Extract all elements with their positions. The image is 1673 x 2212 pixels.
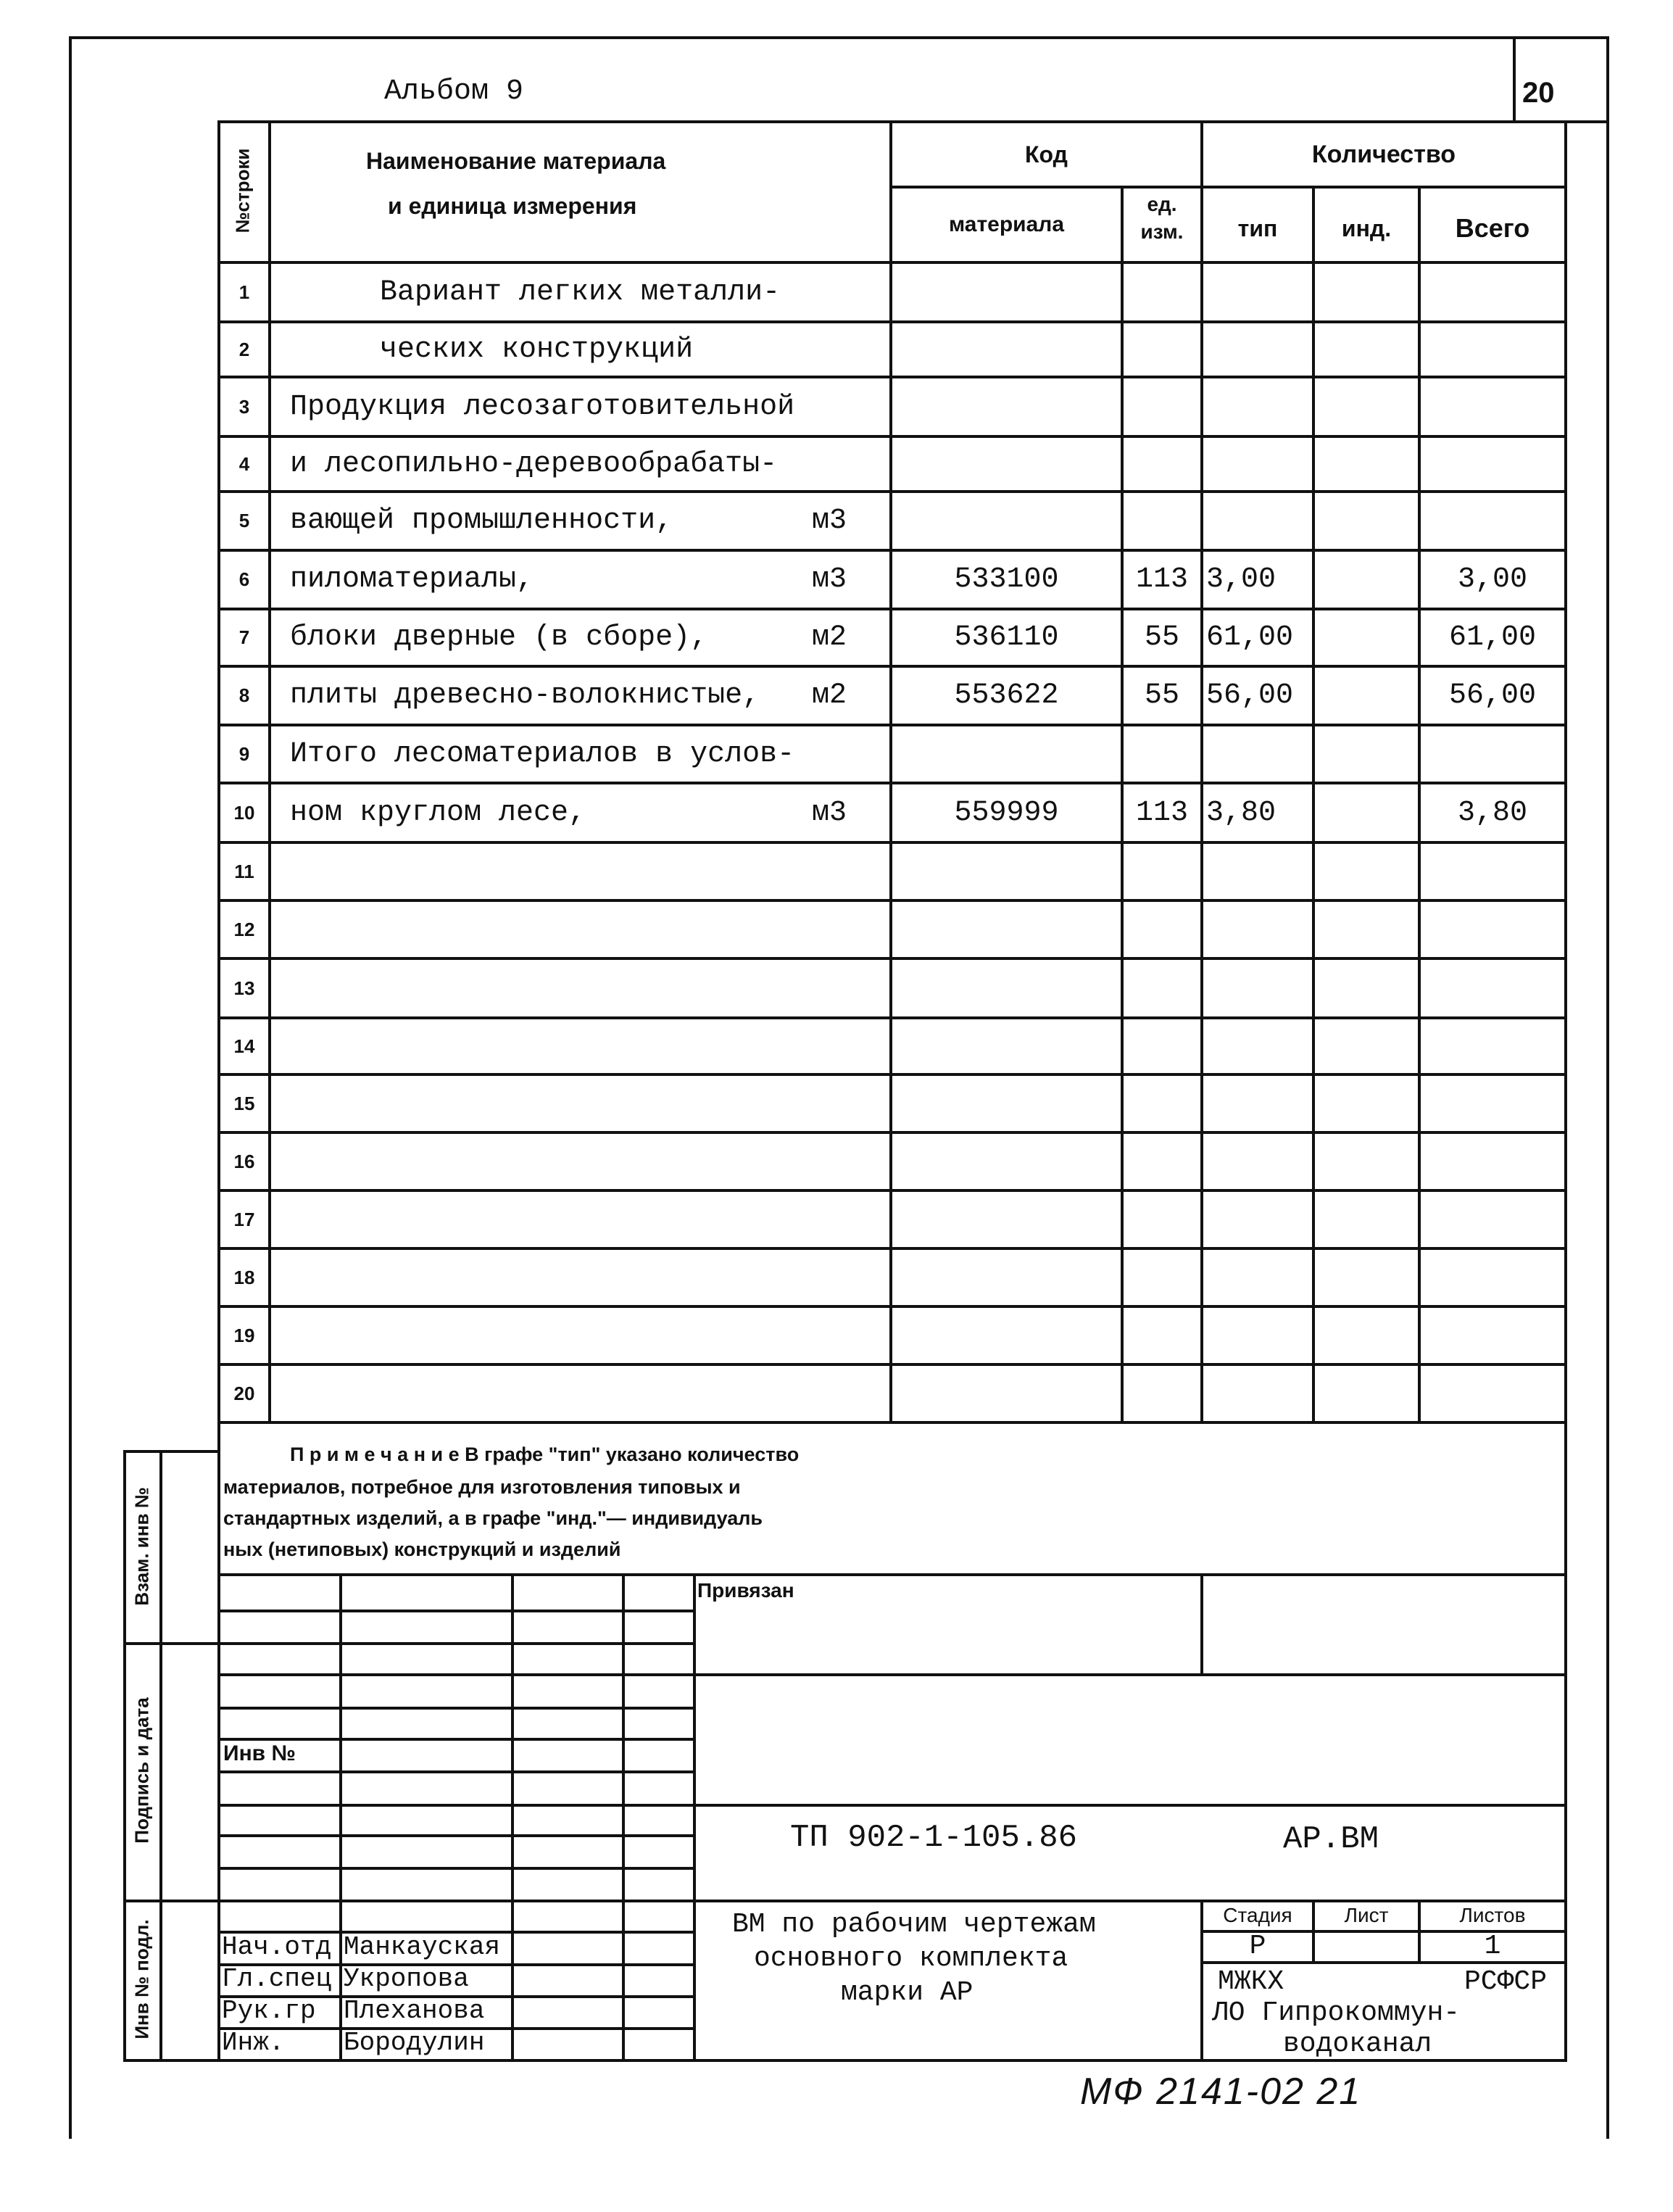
row-code: 559999 xyxy=(954,796,1059,829)
row-number: 13 xyxy=(233,977,255,999)
row-qty-total xyxy=(1421,264,1564,320)
row-unit-code xyxy=(1124,1192,1200,1247)
row-unit: м3 xyxy=(812,505,847,537)
signer-name: Манкауская xyxy=(344,1931,501,1962)
row-code xyxy=(892,844,1121,899)
row-unit xyxy=(812,726,884,782)
row-qty-ind xyxy=(1315,323,1418,376)
signer-role: Рук.гр xyxy=(222,1995,316,2026)
row-number: 17 xyxy=(233,1208,255,1230)
row-unit xyxy=(812,438,884,490)
row-qty-type xyxy=(1206,378,1312,435)
row-qty-ind xyxy=(1315,552,1418,608)
col-header-qty: Количество xyxy=(1311,140,1456,168)
col-header-rowno: №строки xyxy=(231,148,254,233)
tb-privyazan: Привязан xyxy=(697,1579,794,1602)
tb-grid-v4 xyxy=(693,1573,696,2059)
row-qty-ind xyxy=(1315,438,1418,490)
row-unit xyxy=(812,1250,884,1305)
signer-name: Укропова xyxy=(344,1963,469,1994)
row-name xyxy=(290,1076,865,1131)
row-name xyxy=(290,1134,865,1189)
row-name xyxy=(290,1308,865,1363)
col-line-right xyxy=(1564,120,1567,1424)
row-qty-total: 3,00 xyxy=(1457,563,1527,596)
sheet-number: 20 xyxy=(1522,77,1555,109)
side-label-vzam: Взам. инв № xyxy=(130,1487,153,1606)
tb-grid-v2 xyxy=(511,1573,514,2059)
row-unit xyxy=(812,1366,884,1421)
col-line-name-left xyxy=(268,120,271,1424)
row-unit xyxy=(812,378,884,435)
row-qty-type: 3,80 xyxy=(1206,796,1276,829)
sheet-number-box-left xyxy=(1513,36,1516,123)
tb-stage-value: Р xyxy=(1249,1930,1266,1962)
row-name xyxy=(290,1250,865,1305)
row-number: 19 xyxy=(233,1324,255,1346)
row-qty-total xyxy=(1421,844,1564,899)
row-name xyxy=(290,902,865,957)
row-unit-code xyxy=(1124,323,1200,376)
row-number: 5 xyxy=(238,510,250,531)
row-number: 3 xyxy=(238,395,250,418)
tb-inv-no: Инв № xyxy=(223,1741,296,1765)
signer-name: Плеханова xyxy=(344,1995,485,2026)
side-strip-bottom xyxy=(123,2059,220,2062)
row-name xyxy=(290,1192,865,1247)
row-number: 12 xyxy=(233,918,255,940)
row-qty-type: 56,00 xyxy=(1206,679,1294,712)
row-qty-total xyxy=(1421,960,1564,1016)
row-name: Итого лесоматериалов в услов- xyxy=(290,737,795,771)
row-unit: м2 xyxy=(812,621,847,654)
row-number: 16 xyxy=(233,1150,255,1172)
row-name: Продукция лесозаготовительной xyxy=(290,390,795,423)
row-unit xyxy=(812,1076,884,1131)
row-code xyxy=(892,493,1121,549)
row-unit-code xyxy=(1124,844,1200,899)
row-qty-total xyxy=(1421,493,1564,549)
row-code xyxy=(892,960,1121,1016)
tb-org-line-2: ЛО Гипрокоммун- xyxy=(1212,1997,1461,2029)
row-qty-ind xyxy=(1315,378,1418,435)
col-header-unit-1: ед. xyxy=(1147,193,1177,215)
row-qty-type xyxy=(1206,1308,1312,1363)
row-number: 11 xyxy=(234,860,254,882)
signer-role: Инж. xyxy=(222,2027,285,2058)
tb-title-line-1: ВМ по рабочим чертежам xyxy=(732,1909,1096,1940)
row-name xyxy=(290,1019,865,1073)
row-qty-ind xyxy=(1315,726,1418,782)
tb-grid-v3 xyxy=(622,1573,625,2059)
row-qty-total xyxy=(1421,1308,1564,1363)
row-name: блоки дверные (в сборе), xyxy=(290,621,708,654)
row-unit-code xyxy=(1124,378,1200,435)
row-qty-type: 61,00 xyxy=(1206,621,1294,654)
frame-top xyxy=(69,36,1609,39)
tb-sheet-value xyxy=(1315,1931,1418,1960)
tb-grid-h xyxy=(217,1610,696,1612)
row-qty-ind xyxy=(1315,610,1418,665)
note-line-1: П р и м е ч а н и е В графе "тип" указано количество xyxy=(290,1443,800,1465)
row-qty-total: 3,80 xyxy=(1457,796,1527,829)
side-label-podp: Подпись и дата xyxy=(130,1697,153,1844)
row-qty-total xyxy=(1421,726,1564,782)
tb-sheet-label: Лист xyxy=(1344,1904,1389,1926)
row-unit xyxy=(812,1192,884,1247)
col-header-unit-2: изм. xyxy=(1140,220,1184,243)
signer-role: Нач.отд xyxy=(222,1931,332,1962)
col-header-name-line1: Наименование материала xyxy=(366,147,666,174)
row-unit xyxy=(812,844,884,899)
row-qty-total xyxy=(1421,1076,1564,1131)
row-number: 8 xyxy=(238,684,250,706)
side-strip-h2 xyxy=(123,1900,220,1902)
row-unit-code: 55 xyxy=(1144,621,1179,654)
row-code: 553622 xyxy=(954,679,1059,712)
row-number: 2 xyxy=(238,338,250,360)
row-unit-code xyxy=(1124,493,1200,549)
row-qty-ind xyxy=(1315,264,1418,320)
row-unit-code xyxy=(1124,438,1200,490)
row-name: ном круглом лесе, xyxy=(290,796,586,829)
album-label: Альбом 9 xyxy=(384,75,524,108)
row-code xyxy=(892,726,1121,782)
row-qty-ind xyxy=(1315,1366,1418,1421)
frame-right xyxy=(1606,36,1609,2139)
row-qty-total xyxy=(1421,1019,1564,1073)
row-qty-total: 56,00 xyxy=(1448,679,1537,712)
row-qty-ind xyxy=(1315,1250,1418,1305)
tb-grid-v1 xyxy=(339,1573,342,2059)
side-strip-left xyxy=(123,1450,126,2059)
row-unit-code xyxy=(1124,1076,1200,1131)
row-unit xyxy=(812,902,884,957)
row-qty-type xyxy=(1206,323,1312,376)
row-name: плиты древесно-волокнистые, xyxy=(290,679,760,712)
row-qty-ind xyxy=(1315,493,1418,549)
table-subheader-line xyxy=(889,186,1567,189)
row-name: ческих конструкций xyxy=(380,333,694,366)
row-unit xyxy=(812,960,884,1016)
tb-title-line-2: основного комплекта xyxy=(754,1943,1068,1974)
row-qty-type xyxy=(1206,1076,1312,1131)
tb-grid-h xyxy=(217,1867,696,1870)
row-name xyxy=(290,960,865,1016)
row-qty-total xyxy=(1421,323,1564,376)
tb-sheets-value: 1 xyxy=(1484,1930,1501,1962)
row-unit: м3 xyxy=(812,796,847,829)
row-unit-code xyxy=(1124,1366,1200,1421)
side-strip-mid xyxy=(159,1450,162,2059)
row-unit xyxy=(812,323,884,376)
row-qty-type xyxy=(1206,1019,1312,1073)
row-name xyxy=(290,1366,865,1421)
tb-grid-h xyxy=(217,1642,696,1645)
row-qty-type xyxy=(1206,1192,1312,1247)
row-unit xyxy=(812,1308,884,1363)
col-header-qty-type: тип xyxy=(1237,215,1278,241)
col-header-qty-ind: инд. xyxy=(1341,215,1392,241)
row-unit-code xyxy=(1124,1308,1200,1363)
tb-title-line-3: марки АР xyxy=(841,1977,974,2008)
row-qty-type xyxy=(1206,960,1312,1016)
row-code xyxy=(892,1076,1121,1131)
tb-stage-line2 xyxy=(1200,1961,1567,1964)
row-unit xyxy=(812,1019,884,1073)
row-line xyxy=(217,1421,1567,1424)
row-qty-type xyxy=(1206,902,1312,957)
tb-grid-h xyxy=(217,1834,696,1837)
row-unit-code xyxy=(1124,1019,1200,1073)
tb-grid-h xyxy=(217,1804,1567,1807)
tb-stage-label: Стадия xyxy=(1223,1904,1292,1926)
row-qty-total xyxy=(1421,1192,1564,1247)
col-header-qty-total: Всего xyxy=(1455,213,1530,243)
row-name: и лесопильно-деревообрабаты- xyxy=(290,447,778,481)
tb-sheets-label: Листов xyxy=(1459,1904,1526,1926)
tb-grid-h xyxy=(217,1770,696,1773)
row-unit-code xyxy=(1124,726,1200,782)
row-number: 14 xyxy=(233,1035,255,1057)
signer-name: Бородулин xyxy=(344,2027,485,2058)
note-line-4: ных (нетиповых) конструкций и изделий xyxy=(223,1538,621,1560)
col-header-code-material: материала xyxy=(948,212,1065,236)
row-qty-total xyxy=(1421,1366,1564,1421)
row-code xyxy=(892,1308,1121,1363)
tb-org-line-3: водоканал xyxy=(1283,2029,1432,2060)
row-qty-type xyxy=(1206,1250,1312,1305)
row-qty-type xyxy=(1206,493,1312,549)
row-qty-total xyxy=(1421,1134,1564,1189)
table-top-line xyxy=(217,120,1609,123)
row-qty-type xyxy=(1206,1366,1312,1421)
row-code xyxy=(892,1366,1121,1421)
side-strip-h1 xyxy=(123,1642,220,1645)
tb-doc-code: ТП 902-1-105.86 xyxy=(790,1820,1078,1856)
row-code xyxy=(892,264,1121,320)
tb-org-right: РСФСР xyxy=(1464,1966,1548,1997)
row-unit-code xyxy=(1124,1134,1200,1189)
row-name xyxy=(290,844,865,899)
row-qty-ind xyxy=(1315,1308,1418,1363)
side-label-inv: Инв № подл. xyxy=(130,1919,153,2039)
row-number: 6 xyxy=(238,568,250,590)
row-name: вающей промышленности, xyxy=(290,505,673,537)
row-code xyxy=(892,1250,1121,1305)
row-number: 1 xyxy=(238,281,250,303)
row-unit-code: 113 xyxy=(1135,563,1188,596)
row-number: 10 xyxy=(233,801,255,824)
row-unit-code: 113 xyxy=(1135,796,1188,829)
side-strip-top xyxy=(123,1450,220,1453)
row-qty-ind xyxy=(1315,960,1418,1016)
tb-grid-h xyxy=(217,1707,696,1710)
footer-stamp: МФ 2141-02 21 xyxy=(1080,2071,1362,2113)
row-code xyxy=(892,1192,1121,1247)
row-qty-total: 61,00 xyxy=(1448,621,1537,654)
row-qty-type xyxy=(1206,264,1312,320)
signer-role: Гл.спец xyxy=(222,1963,332,1994)
row-name: Вариант легких металли- xyxy=(380,276,781,309)
row-code xyxy=(892,1134,1121,1189)
row-qty-ind xyxy=(1315,668,1418,724)
row-code: 533100 xyxy=(954,563,1059,596)
row-unit: м2 xyxy=(812,679,847,712)
row-qty-ind xyxy=(1315,844,1418,899)
tb-mark: АР.ВМ xyxy=(1283,1821,1379,1857)
row-number: 9 xyxy=(238,742,250,765)
tb-top-line xyxy=(217,1573,1567,1576)
row-qty-ind xyxy=(1315,1076,1418,1131)
row-number: 4 xyxy=(238,452,250,475)
row-qty-ind xyxy=(1315,784,1418,841)
row-qty-ind xyxy=(1315,1019,1418,1073)
row-code xyxy=(892,1019,1121,1073)
row-code xyxy=(892,438,1121,490)
row-number: 7 xyxy=(238,626,250,648)
row-qty-ind xyxy=(1315,902,1418,957)
col-header-code: Код xyxy=(1025,141,1068,167)
row-qty-ind xyxy=(1315,1192,1418,1247)
col-line-qty-left xyxy=(1200,120,1203,1424)
col-header-name-line2: и единица измерения xyxy=(388,192,637,219)
row-unit xyxy=(812,264,884,320)
row-code xyxy=(892,902,1121,957)
row-qty-total xyxy=(1421,438,1564,490)
row-qty-type: 3,00 xyxy=(1206,563,1276,596)
row-qty-type xyxy=(1206,726,1312,782)
tb-org-left: МЖКХ xyxy=(1218,1966,1284,1997)
row-unit xyxy=(812,1134,884,1189)
row-unit-code xyxy=(1124,902,1200,957)
row-unit-code: 55 xyxy=(1144,679,1179,712)
row-qty-ind xyxy=(1315,1134,1418,1189)
row-number: 15 xyxy=(233,1092,255,1114)
tb-privyazan-divider xyxy=(1200,1573,1203,1673)
row-code xyxy=(892,323,1121,376)
tb-grid-h xyxy=(217,1673,1567,1676)
frame-left xyxy=(69,36,72,2139)
row-number: 18 xyxy=(233,1266,255,1288)
row-qty-total xyxy=(1421,1250,1564,1305)
row-number: 20 xyxy=(233,1382,255,1404)
row-unit-code xyxy=(1124,960,1200,1016)
row-qty-type xyxy=(1206,844,1312,899)
row-name: пиломатериалы, xyxy=(290,563,534,596)
row-qty-total xyxy=(1421,378,1564,435)
row-unit: м3 xyxy=(812,563,847,596)
row-code: 536110 xyxy=(954,621,1059,654)
row-unit-code xyxy=(1124,264,1200,320)
note-line-2: материалов, потребное для изготовления типовых и xyxy=(223,1476,741,1498)
row-code xyxy=(892,378,1121,435)
row-qty-type xyxy=(1206,438,1312,490)
row-qty-total xyxy=(1421,902,1564,957)
row-qty-type xyxy=(1206,1134,1312,1189)
row-unit-code xyxy=(1124,1250,1200,1305)
tb-grid-h xyxy=(217,1738,696,1741)
note-line-3: стандартных изделий, а в графе "инд."— индивидуаль xyxy=(223,1507,763,1529)
